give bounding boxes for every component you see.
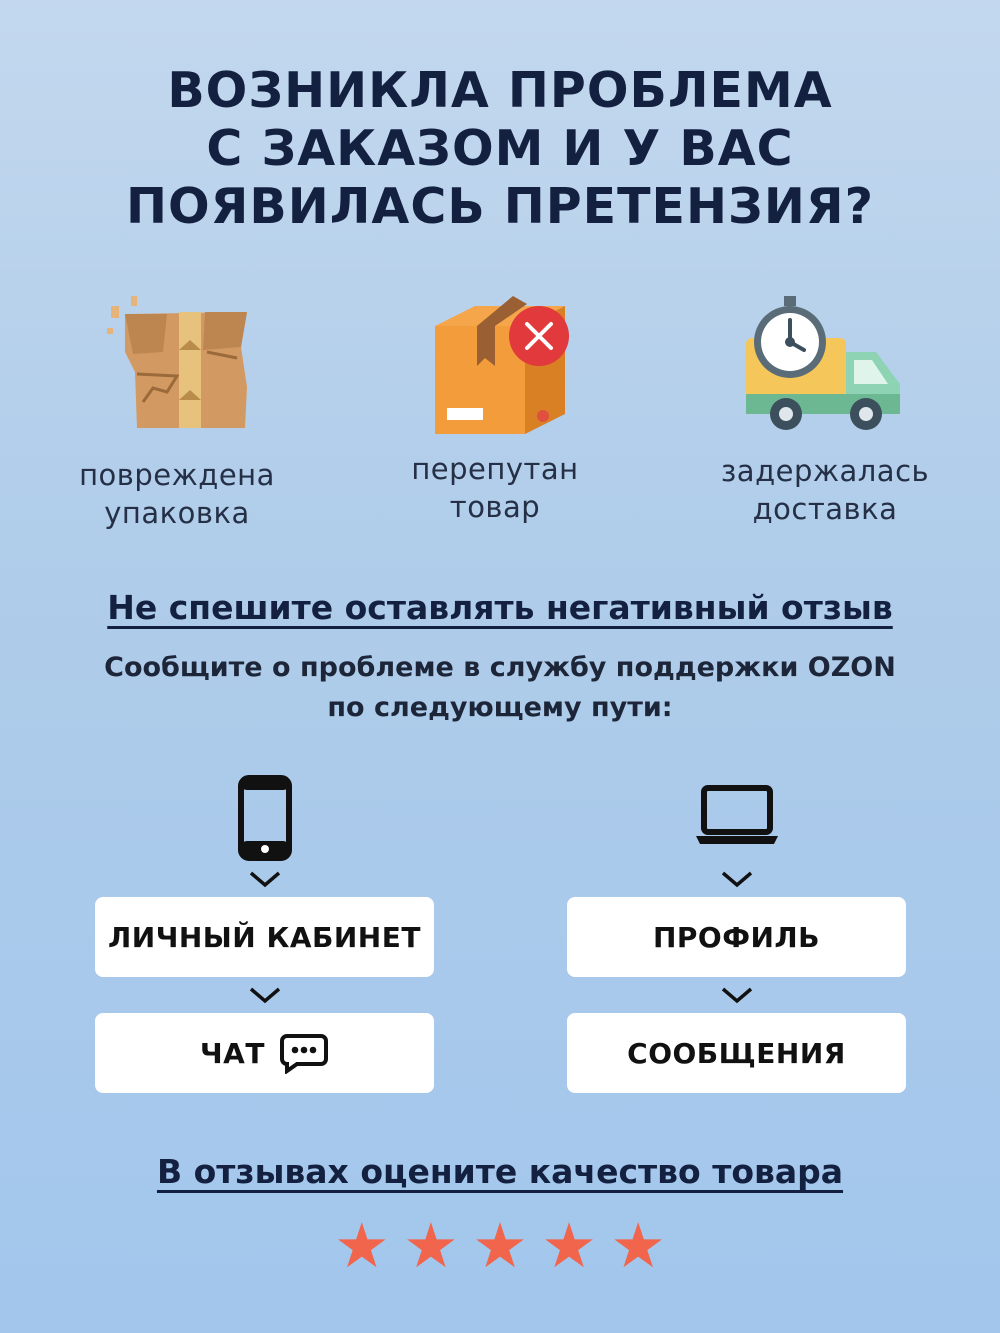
star-icon: ★: [334, 1209, 390, 1282]
issue-damaged-packaging: [52, 292, 302, 532]
title-line-3: ПОЯВИЛАСЬ ПРЕТЕНЗИЯ?: [125, 178, 874, 235]
issue-delayed-delivery: [695, 292, 955, 528]
rating-stars: [334, 1209, 666, 1282]
page-title: [0, 62, 1000, 236]
rating-heading-text: В отзывах оцените качество товара: [156, 1152, 844, 1191]
smartphone-icon: [238, 775, 292, 861]
advice-heading-text: Не спешите оставлять негативный отзыв: [107, 588, 893, 627]
chevron-down-icon: [248, 986, 282, 1004]
star-icon: ★: [472, 1209, 528, 1282]
desktop-step-1-label: ПРОФИЛЬ: [652, 920, 821, 954]
desktop-step-messages: [567, 1013, 906, 1093]
issue-label-2b: товар: [449, 490, 541, 524]
broken-box-icon: [97, 292, 257, 432]
issue-label-1b: упаковка: [104, 496, 250, 530]
chevron-down-icon: [720, 870, 754, 888]
chevron-down-icon: [720, 986, 754, 1004]
mobile-step-2-label: ЧАТ: [200, 1036, 265, 1070]
title-line-1: ВОЗНИКЛА ПРОБЛЕМА: [167, 62, 833, 119]
desktop-step-profile: [567, 897, 906, 977]
advice-text: [0, 648, 1000, 728]
desktop-step-2-label: СООБЩЕНИЯ: [627, 1036, 846, 1070]
issue-wrong-item: [370, 286, 620, 526]
issue-label-2: перепутан: [411, 452, 579, 486]
chevron-down-icon: [248, 870, 282, 888]
issue-label-3: задержалась: [720, 454, 930, 488]
advice-line-1: Сообщите о проблеме в службу поддержки OZON: [104, 652, 896, 683]
chat-bubble-icon: [279, 1032, 329, 1074]
issue-label-3b: доставка: [752, 492, 898, 526]
star-icon: ★: [541, 1209, 597, 1282]
title-line-2: С ЗАКАЗОМ И У ВАС: [206, 120, 794, 177]
delayed-truck-icon: [740, 292, 910, 434]
mobile-step-personal-account: [95, 897, 434, 977]
mobile-step-chat: [95, 1013, 434, 1093]
star-icon: ★: [403, 1209, 459, 1282]
rating-heading: [0, 1152, 1000, 1191]
mobile-step-1-label: ЛИЧНЫЙ КАБИНЕТ: [108, 920, 421, 954]
advice-line-2: по следующему пути:: [327, 692, 673, 723]
wrong-box-icon: [415, 286, 575, 436]
issue-label-1: повреждена: [79, 458, 275, 492]
laptop-icon: [694, 784, 780, 846]
star-icon: ★: [610, 1209, 666, 1282]
advice-heading: [0, 588, 1000, 627]
